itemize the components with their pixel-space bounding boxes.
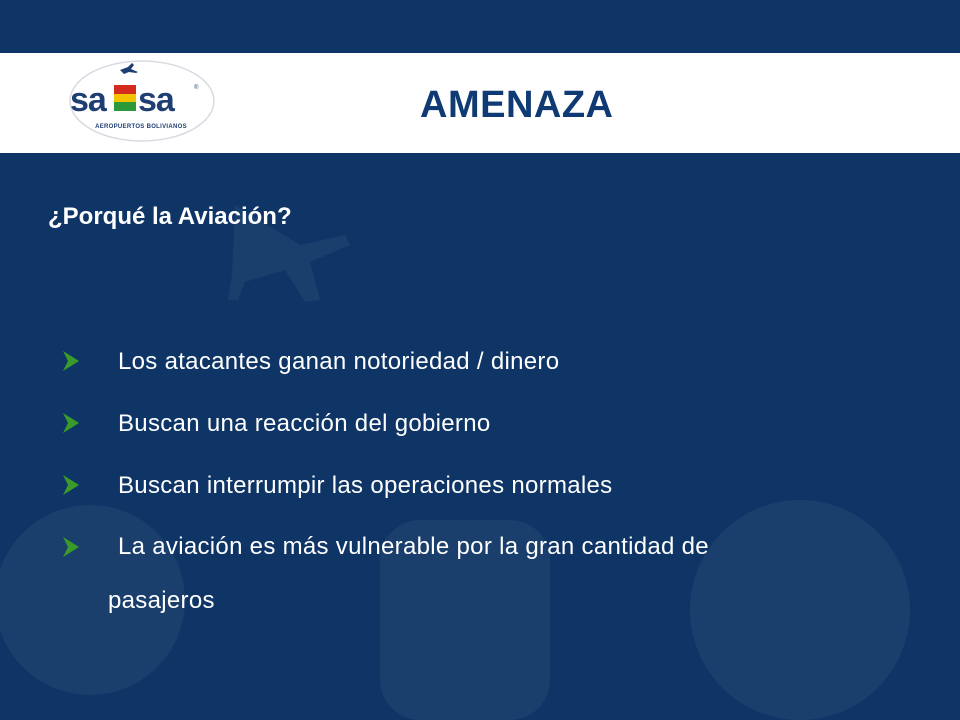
bullet-arrow-icon (62, 412, 80, 434)
sabsa-logo-flag-b (114, 85, 136, 111)
slide-subtitle: ¿Porqué la Aviación? (48, 203, 292, 230)
bullet-arrow-icon (62, 350, 80, 372)
svg-text:sa: sa (70, 81, 106, 119)
bullet-text-line2: pasajeros (108, 587, 215, 614)
bullet-arrow-icon (62, 536, 80, 558)
bullet-text: Buscan interrumpir las operaciones normales (118, 472, 613, 499)
list-item (0, 526, 960, 626)
svg-text:®: ® (194, 85, 199, 91)
bullet-list (0, 340, 960, 626)
list-item (0, 402, 960, 464)
list-item (0, 340, 960, 402)
bullet-text (108, 520, 918, 628)
logo-tagline: AEROPUERTOS BOLIVIANOS (95, 124, 187, 130)
bullet-arrow-icon (62, 474, 80, 496)
sabsa-logo (62, 55, 222, 151)
bullet-text-line1: La aviación es más vulnerable por la gran cantidad de (118, 533, 709, 560)
list-item (0, 464, 960, 526)
svg-text:sa: sa (138, 81, 174, 119)
bullet-text: Los atacantes ganan notoriedad / dinero (118, 348, 560, 375)
bullet-text: Buscan una reacción del gobierno (118, 410, 491, 437)
slide-title: AMENAZA (420, 84, 614, 126)
